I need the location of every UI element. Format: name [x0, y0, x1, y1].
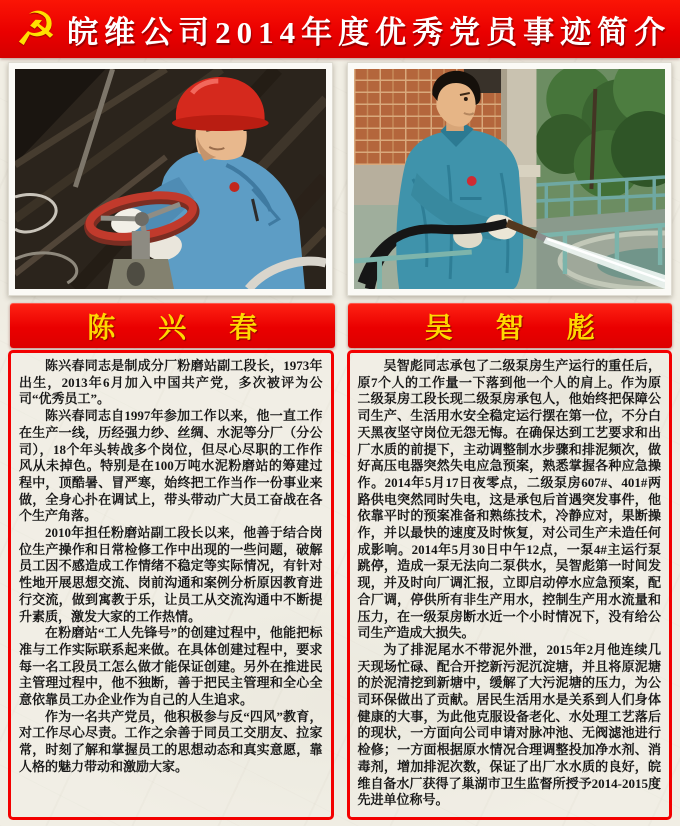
- photo-frame-wu-zhibiao: [347, 62, 672, 296]
- profile-name: 吴 智 彪: [424, 312, 613, 344]
- bio-paragraph: 2010年担任粉磨站副工段长以来，他善于结合岗位生产操作和日常检修工作中出现的一些问题，破解员工因不感造成工作情绪不稳定等实际情况，有针对性地开展思想交流、岗前沟通和案例分析原因教育进行交流，做到寓教于乐，让员工从交流沟通中不断提升素质，激发大家的工作热情。: [19, 525, 323, 624]
- bio-paragraph: 陈兴春同志自1997年参加工作以来，他一直工作在生产一线，历经强力纱、丝绸、水泥等分厂（分公司），18个年头转战多个岗位，但尽心尽职的工作作风从未掉色。特别是在100万吨水泥粉磨站的筹建过程中，顶酷暑、冒严寒，始终把工作当作一份事业来做，全身心扑在调试上，带头带动广大员工奋战在各个生产角落。: [19, 408, 323, 524]
- bio-paragraph: 在粉磨站“工人先锋号”的创建过程中，他能把标准与工作实际联系起来做。在具体创建过程中，要求每一名工段员工怎么做才能保证创建。另外在推进民主管理过程中，他不独断，善于把民主管理和全心全意依靠员工办企业作为自己的人生追求。: [19, 625, 323, 708]
- name-banner-wu-zhibiao: [348, 303, 673, 348]
- party-emblem-icon: ☭: [15, 1, 58, 57]
- bio-paragraph: 陈兴春同志是制成分厂粉磨站副工段长，1973年出生，2013年6月加入中国共产党，多次被评为公司“优秀员工”。: [19, 358, 323, 407]
- name-banner-chen-xingchun: [10, 303, 335, 348]
- bio-paragraph: 吴智彪同志承包了二级泵房生产运行的重任后，原7个人的工作量一下落到他一个人的肩上。作为原二级泵房工段长现二级泵房承包人，他始终把保障公司生产、生活用水安全稳定运行摆在第一位，不分白天黑夜坚守岗位无怨无悔。在确保达到工艺要求和出厂水质的前提下，主动调整制水步骤和排泥频次，做好高压电器突然失电应急预案，熟悉掌握各种应急操作。2014年5月17日夜零点，二级泵房607#、401#两路供电突然同时失电，这是承包后首遇突发事件，他依靠平时的预案准备和熟练技术，冷静应对，果断操作，并以最快的速度及时恢复，对公司生产未造任何成影响。2014年5月30日中午12点，一泵4#主运行泵跳停，造成一泵无法向二泵供水，吴智彪第一时间发现，并及时向厂调汇报，立即启动停水应急预案，配合厂调，停供所有非生产用水，控制生产用水流量和压力，在一级泵房断水近一个小时情况下，没有给公司生产造成大损失。: [357, 358, 661, 641]
- bio-row: [8, 350, 672, 820]
- bio-box-wu-zhibiao: [347, 350, 673, 820]
- bio-box-chen-xingchun: [8, 350, 334, 820]
- profile-name: 陈 兴 春: [87, 312, 276, 344]
- bio-paragraph: 作为一名共产党员，他积极参与反“四风”教育，对工作尽心尽责。工作之余善于同员工交朋友、拉家常，时刻了解和掌握员工的思想动态和真实意愿，靠人格的魅力带动和激励大家。: [19, 708, 323, 774]
- photos-row: [8, 62, 672, 296]
- page-title: 皖维公司2014年度优秀党员事迹简介: [67, 14, 672, 50]
- bio-paragraph: 为了排泥尾水不带泥外泄，2015年2月他连续几天现场忙碌、配合开挖新污泥沉淀塘，并且将原泥塘的於泥清挖到新塘中，缓解了大污泥塘的压力，为公司环保做出了贡献。居民生活用水是关系到人们身体健康的大事，为此他克服设备老化、水处理工艺落后的现状，一方面向公司申请对脉冲池、无阀滤池进行检修；一方面根据原水情况合理调整投加净水剂、消毒剂，增加排泥次数，保证了出厂水水质的良好，皖维自备水厂获得了巢湖市卫生监督所授予2014-2015度先进单位称号。: [357, 641, 661, 808]
- photo-chen-xingchun-valve-wheel: [15, 69, 326, 289]
- header-banner: [0, 0, 680, 58]
- name-banner-row: [10, 303, 672, 348]
- photo-wu-zhibiao-hose-spray: [354, 69, 665, 289]
- photo-frame-chen-xingchun: [8, 62, 333, 296]
